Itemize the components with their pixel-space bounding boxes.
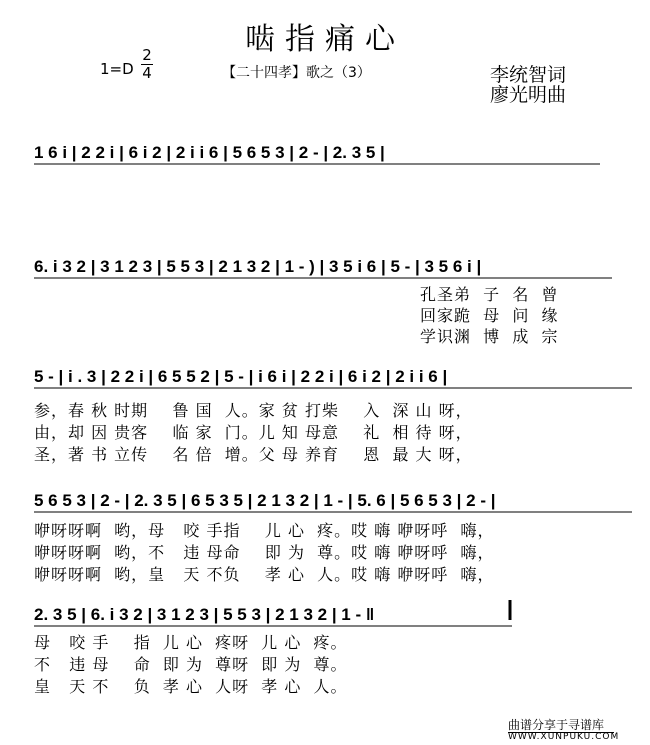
lyric-line: 孔圣弟 子 名 曾 [420,285,559,304]
key-signature: 1=D [100,60,134,78]
notation-staff [0,358,650,398]
time-signature-top: 2 [142,46,152,64]
lyric-line: 学识渊 博 成 宗 [420,327,559,346]
notation-line [0,482,650,522]
lyric-line: 不 违 母 命 即 为 尊呀 即 为 尊。 [34,655,348,674]
lyric-line: 由，却 因 贵客 临 家 门。儿 知 母意 礼 相 待 呀， [34,423,473,442]
composer: 廖光明曲 [490,84,567,106]
lyric-line: 咿呀呀啊 哟，皇 天 不负 孝 心 人。哎 嗨 咿呀呼 嗨， [34,565,495,584]
notation-text: 6. i 3 2 | 3 1 2 3 | 5 5 3 | 2 1 3 2 | 1 - ) | 3 5 i 6 | 5 - | 3 5 6 i | [34,257,482,276]
lyric-line: 参，春 秋 时期 鲁 国 人。家 贫 打柴 入 深 山 呀， [34,401,473,420]
notation-text: 5 - | i . 3 | 2 2 i | 6 5 5 2 | 5 - | i 6 i | 2 2 i | 6 i 2 | 2 i i 6 | [34,367,448,386]
notation-staff [0,482,650,522]
notation-staff [0,134,650,174]
notation-text: 2. 3 5 | 6. i 3 2 | 3 1 2 3 | 5 5 3 | 2 1 3 2 | 1 - ‖ [34,605,375,624]
notation-text: 5 6 5 3 | 2 - | 2. 3 5 | 6 5 3 5 | 2 1 3 2 | 1 - | 5. 6 | 5 6 5 3 | 2 - | [34,491,496,510]
lyric-line: 回家跪 母 问 缘 [420,306,559,325]
footer-share-text: 曲谱分享于寻谱库 [508,718,605,732]
lyric-line: 皇 天 不 负 孝 心 人呀 孝 心 人。 [34,677,348,696]
lyric-line: 咿呀呀啊 哟，母 咬 手指 儿 心 疼。哎 嗨 咿呀呼 嗨， [34,521,495,540]
lyric-line: 圣，著 书 立传 名 倍 增。父 母 养育 恩 最 大 呀， [34,445,473,464]
footer-url: WWW.XUNPUKU.COM [508,732,620,742]
lyricist: 李统智词 [490,64,567,86]
lyric-line: 咿呀呀啊 哟，不 违 母命 即 为 尊。哎 嗨 咿呀呼 嗨， [34,543,495,562]
notation-line [0,134,650,174]
song-title: 啮指痛心 [245,22,405,57]
time-signature [140,48,154,81]
lyric-line: 母 咬 手 指 儿 心 疼呀 儿 心 疼。 [34,633,348,652]
subtitle: 【二十四孝】歌之（3） [222,65,371,81]
time-signature-bottom: 4 [142,64,152,82]
notation-line [0,358,650,398]
notation-text: 1 6 i | 2 2 i | 6 i 2 | 2 i i 6 | 5 6 5 3 | 2 - | 2. 3 5 | [34,143,385,162]
